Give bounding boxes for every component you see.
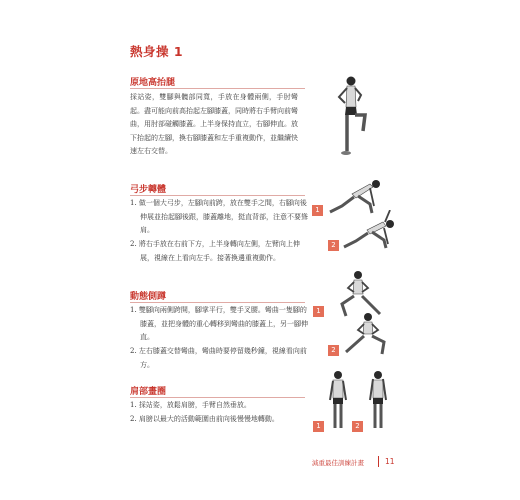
- step-badge-2: 2: [352, 421, 363, 432]
- section-paragraph-high-knees: 採站姿，雙腳與髖部同寬，手放在身體兩側，手肘彎起。盡可能向前高抬起左腳膝蓋，同時將右手臂向前彎曲，用肘部碰觸膝蓋。上半身保持直立，右腳伸直。放下抬起的左腳，換右腳膝蓋和左手重複動作，並繼續快速左右交替。: [130, 93, 298, 156]
- lunge-step-1: 1. 做一個大弓步，左腳向前跨，放在雙手之間，右腳向後伸展並抬起腳後跟，膝蓋離地，挺直背部，注意不要聳肩。: [130, 199, 308, 235]
- lunge-figure-2: [340, 210, 410, 250]
- shoulder-step-2: 2. 肩膀以最大的活動範圍由前向後慢慢地轉動。: [130, 415, 279, 423]
- step-badge-1: 1: [313, 306, 324, 317]
- high-knees-figure: [325, 75, 375, 157]
- page-title: 熱身操 1: [130, 44, 184, 59]
- footer-divider: [378, 456, 379, 467]
- step-badge-2: 2: [328, 345, 339, 356]
- step-badge-1: 1: [312, 205, 323, 216]
- side-lunge-figure-2: [338, 312, 398, 356]
- section-title-lunge-twist: 弓步轉體: [130, 182, 166, 195]
- footer-book-title: 減重最佳訓練計畫: [312, 459, 364, 467]
- side-lunge-step-1: 1. 雙腳向兩側跨開，腳掌平行，雙手叉腰。彎曲一隻腳的膝蓋，並把身體的重心轉移到彎曲的膝蓋上，另一腳伸直。: [130, 306, 308, 342]
- step-badge-2: 2: [328, 240, 339, 251]
- lunge-step-2: 2. 將右手放在右前下方，上半身轉向左側，左臂向上伸展，視線在上看向左手。接著換邊重複動作。: [130, 240, 300, 262]
- page-number: 11: [385, 457, 395, 466]
- section-title-shoulder-circles: 肩部畫圈: [130, 384, 166, 397]
- shoulder-figure-1: [325, 370, 351, 432]
- step-badge-1: 1: [313, 421, 324, 432]
- side-lunge-figure-1: [328, 270, 388, 318]
- shoulder-step-1: 1. 採站姿，放鬆肩膀，手臂自然垂放。: [130, 401, 251, 409]
- section-title-high-knees: 原地高抬腿: [130, 75, 175, 88]
- side-lunge-step-2: 2. 左右膝蓋交替彎曲，彎曲時要停留幾秒鐘，視線看向前方。: [130, 347, 307, 369]
- section-title-dynamic-side-lunge: 動態側蹲: [130, 289, 166, 302]
- shoulder-figure-2: [365, 370, 391, 432]
